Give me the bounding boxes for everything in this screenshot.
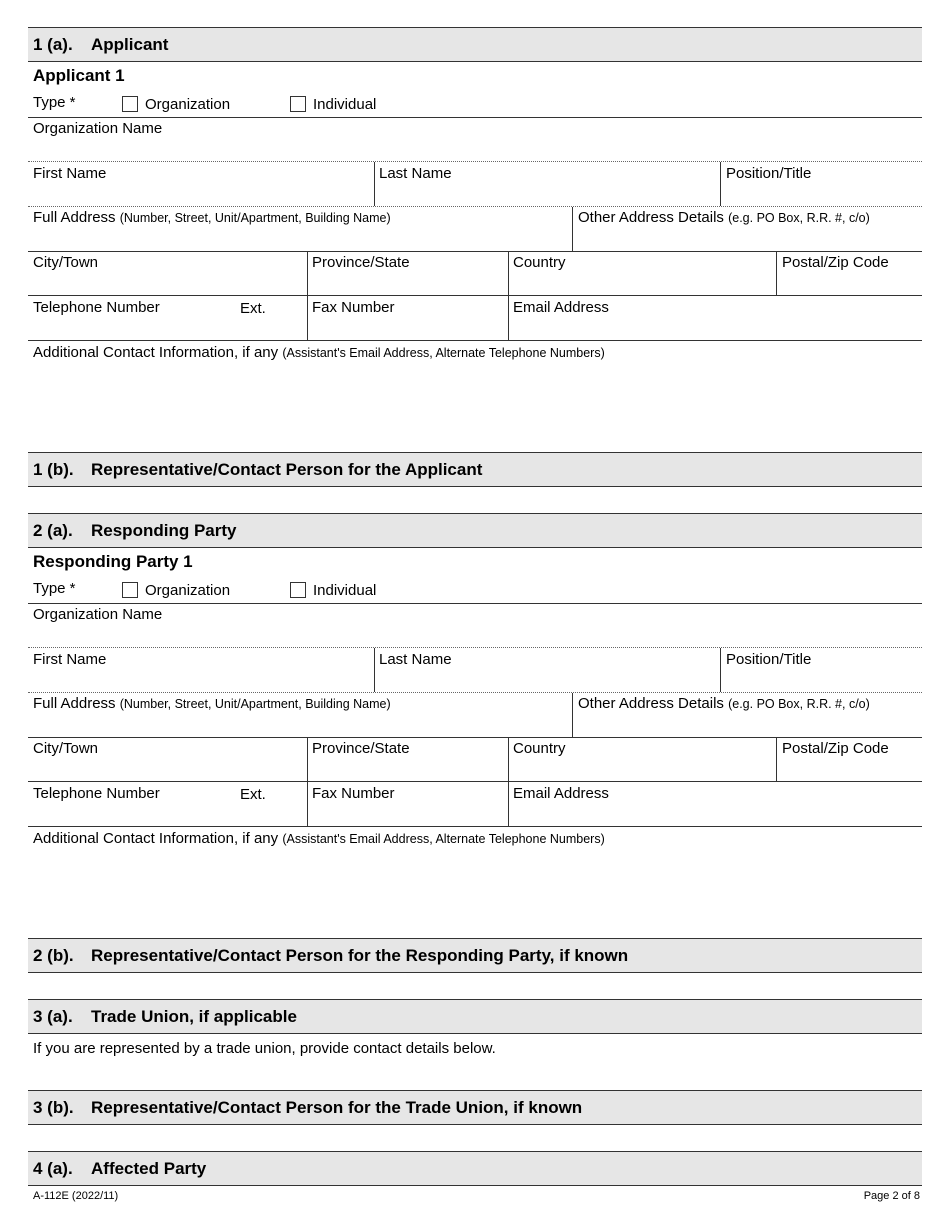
- applicant-individual-checkbox[interactable]: [290, 96, 306, 112]
- last-name-label: Last Name: [379, 651, 452, 668]
- section-title: Responding Party: [91, 521, 237, 540]
- organization-name-label: Organization Name: [33, 606, 163, 623]
- individual-option-label: Individual: [313, 582, 377, 599]
- divider: [307, 738, 308, 826]
- full-address-note: (Number, Street, Unit/Apartment, Building Name): [119, 697, 391, 711]
- individual-option-label: Individual: [313, 96, 377, 113]
- divider: [28, 737, 922, 738]
- divider: [28, 251, 922, 252]
- form-id: A-112E (2022/11): [33, 1190, 119, 1202]
- page-number: Page 2 of 8: [863, 1190, 920, 1202]
- email-label: Email Address: [513, 299, 609, 316]
- divider: [28, 692, 922, 693]
- divider: [720, 648, 721, 692]
- divider: [28, 826, 922, 827]
- divider: [776, 738, 777, 782]
- additional-info-label: [33, 344, 605, 361]
- ext-label: Ext.: [240, 786, 266, 803]
- divider: [28, 781, 922, 782]
- ext-label: Ext.: [240, 300, 266, 317]
- section-header-applicant-representative: [28, 452, 922, 487]
- email-label: Email Address: [513, 785, 609, 802]
- additional-info-text: Additional Contact Information, if any: [33, 830, 279, 847]
- first-name-label: First Name: [33, 165, 107, 182]
- other-address-note: (e.g. PO Box, R.R. #, c/o): [728, 211, 870, 225]
- section-title: Trade Union, if applicable: [91, 1007, 297, 1026]
- section-number: 3 (a).: [33, 1007, 73, 1026]
- fax-label: Fax Number: [312, 785, 395, 802]
- other-address-label: [578, 695, 870, 712]
- postal-code-label: Postal/Zip Code: [782, 254, 889, 271]
- responding-subheading: Responding Party 1: [33, 552, 193, 571]
- additional-info-field[interactable]: [28, 850, 922, 936]
- responding-individual-checkbox[interactable]: [290, 582, 306, 598]
- section-number: 1 (a).: [33, 35, 73, 54]
- telephone-label: Telephone Number: [33, 299, 160, 316]
- section-header-responding-representative: [28, 938, 922, 973]
- section-header-union-representative: [28, 1090, 922, 1125]
- section-title: Representative/Contact Person for the Applicant: [91, 460, 483, 479]
- divider: [572, 693, 573, 737]
- country-label: Country: [513, 254, 566, 271]
- full-address-label: [33, 209, 391, 226]
- other-address-label: [578, 209, 870, 226]
- position-title-label: Position/Title: [726, 651, 812, 668]
- applicant-subheading: Applicant 1: [33, 66, 125, 85]
- section-number: 2 (b).: [33, 946, 74, 965]
- divider: [28, 603, 922, 604]
- position-title-label: Position/Title: [726, 165, 812, 182]
- additional-info-note: (Assistant's Email Address, Alternate Telephone Numbers): [282, 832, 605, 846]
- divider: [28, 647, 922, 648]
- additional-info-label: [33, 830, 605, 847]
- section-title: Affected Party: [91, 1159, 207, 1178]
- postal-code-label: Postal/Zip Code: [782, 740, 889, 757]
- organization-option-label: Organization: [145, 96, 231, 113]
- province-label: Province/State: [312, 740, 410, 757]
- type-label: Type *: [33, 94, 76, 111]
- divider: [28, 340, 922, 341]
- divider: [508, 738, 509, 826]
- section-header-trade-union: [28, 999, 922, 1034]
- divider: [28, 117, 922, 118]
- applicant-organization-checkbox[interactable]: [122, 96, 138, 112]
- full-address-label: [33, 695, 391, 712]
- divider: [776, 252, 777, 296]
- full-address-note: (Number, Street, Unit/Apartment, Building Name): [119, 211, 391, 225]
- full-address-text: Full Address: [33, 695, 116, 712]
- organization-name-field[interactable]: [28, 624, 922, 646]
- additional-info-note: (Assistant's Email Address, Alternate Telephone Numbers): [282, 346, 605, 360]
- organization-name-label: Organization Name: [33, 120, 163, 137]
- divider: [720, 162, 721, 206]
- divider: [508, 252, 509, 340]
- other-address-text: Other Address Details: [578, 209, 724, 226]
- divider: [28, 295, 922, 296]
- city-label: City/Town: [33, 254, 99, 271]
- section-title: Representative/Contact Person for the Responding Party, if known: [91, 946, 629, 965]
- section-number: 1 (b).: [33, 460, 74, 479]
- section-header-applicant: [28, 27, 922, 62]
- divider: [28, 206, 922, 207]
- responding-organization-checkbox[interactable]: [122, 582, 138, 598]
- province-label: Province/State: [312, 254, 410, 271]
- additional-info-field[interactable]: [28, 364, 922, 450]
- organization-name-field[interactable]: [28, 138, 922, 160]
- other-address-note: (e.g. PO Box, R.R. #, c/o): [728, 697, 870, 711]
- section-title: Applicant: [91, 35, 169, 54]
- section-title: Representative/Contact Person for the Trade Union, if known: [91, 1098, 583, 1117]
- type-label: Type *: [33, 580, 76, 597]
- divider: [28, 161, 922, 162]
- additional-info-text: Additional Contact Information, if any: [33, 344, 279, 361]
- first-name-label: First Name: [33, 651, 107, 668]
- section-header-affected-party: [28, 1151, 922, 1186]
- telephone-label: Telephone Number: [33, 785, 160, 802]
- country-label: Country: [513, 740, 566, 757]
- divider: [572, 207, 573, 251]
- section-header-responding-party: [28, 513, 922, 548]
- fax-label: Fax Number: [312, 299, 395, 316]
- other-address-text: Other Address Details: [578, 695, 724, 712]
- divider: [307, 252, 308, 340]
- section-number: 4 (a).: [33, 1159, 73, 1178]
- trade-union-note: If you are represented by a trade union, provide contact details below.: [33, 1040, 496, 1057]
- section-number: 2 (a).: [33, 521, 73, 540]
- last-name-label: Last Name: [379, 165, 452, 182]
- divider: [374, 648, 375, 692]
- section-number: 3 (b).: [33, 1098, 74, 1117]
- full-address-text: Full Address: [33, 209, 116, 226]
- divider: [374, 162, 375, 206]
- city-label: City/Town: [33, 740, 99, 757]
- organization-option-label: Organization: [145, 582, 231, 599]
